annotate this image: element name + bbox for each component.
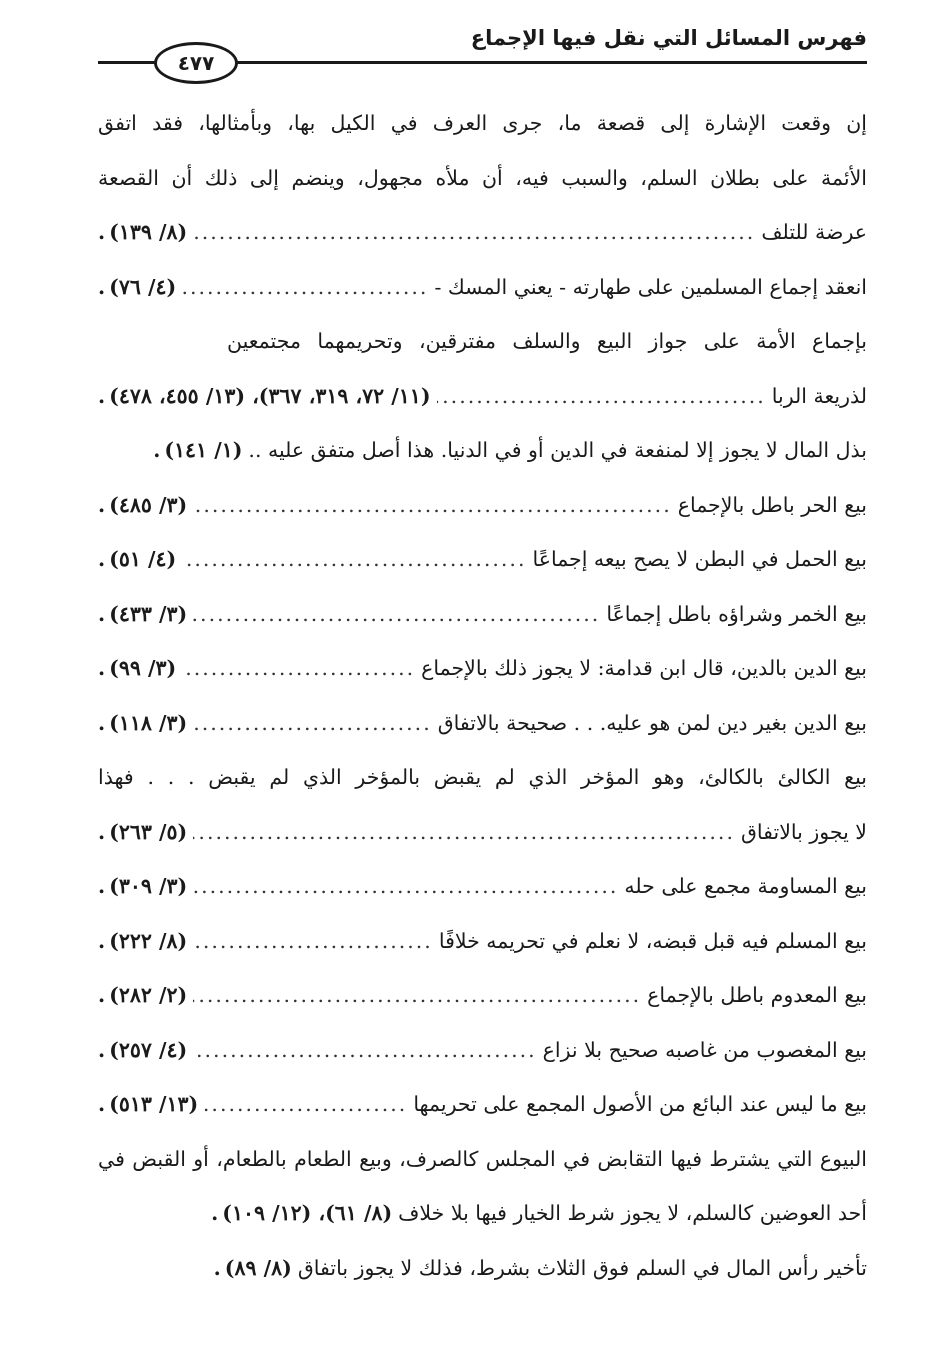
- entry-line: [98, 587, 867, 642]
- entry-text: انعقد إجماع المسلمين على طهارته - يعني المسك -: [434, 274, 867, 299]
- entry-text: الأئمة على بطلان السلم، والسبب فيه، أن ملأه مجهول، وينضم إلى ذلك أن القصعة: [98, 165, 867, 190]
- volume-page-reference: (٢/ ٢٨٢): [109, 983, 188, 1007]
- entry-line: [98, 1077, 867, 1132]
- dot-leader: [182, 532, 526, 587]
- entry-line: [98, 696, 867, 751]
- entry-text: عرضة للتلف: [761, 220, 867, 244]
- entry-terminator: .: [153, 438, 161, 462]
- entry-line: [98, 260, 867, 315]
- running-title: فهرس المسائل التي نقل فيها الإجماع: [470, 26, 867, 50]
- entry-line: [98, 1186, 867, 1241]
- entry-line: [98, 750, 867, 805]
- entry-terminator: .: [98, 274, 106, 299]
- dot-leader: [182, 260, 428, 315]
- entry-text: بيع الكالئ بالكالئ، وهو المؤخر الذي لم يقبض بالمؤخر الذي لم يقبض . . . فهذا: [98, 765, 867, 789]
- volume-page-reference: (٤/ ٥١): [109, 547, 177, 571]
- entry-line: [98, 968, 867, 1023]
- volume-page-reference: (٥/ ٢٦٣): [109, 819, 188, 844]
- entry-line: [98, 423, 867, 478]
- entry-terminator: .: [98, 220, 106, 244]
- entry-line: [98, 914, 867, 969]
- entry-text: بيع المعدوم باطل بالإجماع: [647, 983, 867, 1007]
- volume-page-reference: (٣/ ٤٨٥): [109, 492, 188, 517]
- volume-page-reference: (٨/ ٦١)، (١٢/ ١٠٩): [222, 1201, 393, 1225]
- volume-page-reference: (٨/ ٢٢٢): [109, 928, 188, 953]
- entry-text: تأخير رأس المال في السلم فوق الثلاث بشرط، فذلك لا يجوز باتفاق: [297, 1255, 867, 1280]
- entry-text: بيع ما ليس عند البائع من الأصول المجمع على تحريمها: [413, 1092, 867, 1116]
- entry-terminator: .: [213, 1255, 221, 1280]
- dot-leader: [193, 478, 671, 533]
- dot-leader: [204, 1077, 407, 1132]
- index-entries: [98, 96, 867, 1314]
- entry-line: [98, 1241, 867, 1296]
- dot-leader: [193, 968, 641, 1023]
- entry-line: [98, 151, 867, 206]
- page-number: ٤٧٧: [154, 42, 238, 84]
- entry-line: [98, 96, 867, 151]
- dot-leader: [193, 696, 431, 751]
- entry-terminator: .: [98, 1037, 106, 1062]
- entry-text: بيع الحر باطل بالإجماع: [677, 492, 867, 517]
- entry-line: [98, 205, 867, 260]
- entry-text: إن وقعت الإشارة إلى قصعة ما، جرى العرف في الكيل بها، وبأمثالها، فقد اتفق: [98, 111, 867, 135]
- entry-line: [98, 805, 867, 860]
- entry-text: بيع الدين بغير دين لمن هو عليه. . . صحيحة بالاتفاق: [437, 710, 867, 735]
- volume-page-reference: (٣/ ١١٨): [109, 710, 188, 735]
- page-header: [98, 20, 867, 80]
- entry-terminator: .: [98, 492, 106, 517]
- entry-text: بيع المغصوب من غاصبه صحيح بلا نزاع: [542, 1037, 867, 1062]
- volume-page-reference: (٨/ ١٣٩): [109, 220, 188, 244]
- entry-line: [98, 641, 867, 696]
- entry-text: بيع المساومة مجمع على حله: [624, 874, 867, 898]
- entry-terminator: .: [98, 601, 106, 626]
- volume-page-reference: (١١/ ٧٢، ٣١٩، ٣٦٧)، (١٣/ ٤٥٥، ٤٧٨): [109, 383, 431, 408]
- entry-terminator: .: [98, 1092, 106, 1116]
- volume-page-reference: (٤/ ٧٦): [109, 274, 177, 299]
- dot-leader: [193, 805, 735, 860]
- dot-leader: [193, 205, 755, 260]
- entry-text: أحد العوضين كالسلم، لا يجوز شرط الخيار فيها بلا خلاف: [398, 1201, 867, 1225]
- dot-leader: [182, 641, 415, 696]
- entry-line: [98, 314, 867, 369]
- entry-terminator: .: [98, 819, 106, 844]
- dot-leader: [193, 859, 618, 914]
- volume-page-reference: (٤/ ٢٥٧): [109, 1037, 188, 1062]
- dot-leader: [193, 587, 600, 642]
- volume-page-reference: (٣/ ٣٠٩): [109, 874, 188, 898]
- entry-terminator: .: [98, 983, 106, 1007]
- entry-terminator: .: [98, 874, 106, 898]
- entry-terminator: .: [98, 547, 106, 571]
- entry-text: بيع المسلم فيه قبل قبضه، لا نعلم في تحريمه خلافًا: [438, 928, 867, 953]
- entry-text: لذريعة الربا: [771, 383, 867, 408]
- entry-terminator: .: [98, 656, 106, 680]
- volume-page-reference: (١٣/ ٥١٣): [109, 1092, 199, 1116]
- entry-text: لا يجوز بالاتفاق: [740, 819, 867, 844]
- entry-text: البيوع التي يشترط فيها التقابض في المجلس كالصرف، وبيع الطعام بالطعام، أو القبض في: [98, 1146, 867, 1171]
- entry-line: [98, 1023, 867, 1078]
- entry-line: [98, 369, 867, 424]
- entry-terminator: .: [211, 1201, 219, 1225]
- dot-leader: [193, 1023, 536, 1078]
- entry-text: بيع الدين بالدين، قال ابن قدامة: لا يجوز ذلك بالإجماع: [421, 656, 867, 680]
- entry-terminator: .: [98, 710, 106, 735]
- volume-page-reference: (٨/ ٨٩): [224, 1255, 292, 1280]
- entry-terminator: .: [98, 383, 106, 408]
- entry-line: [98, 859, 867, 914]
- volume-page-reference: (١/ ١٤١): [164, 438, 243, 462]
- entry-line: [98, 1132, 867, 1187]
- entry-line: [98, 532, 867, 587]
- entry-text: بيع الخمر وشراؤه باطل إجماعًا: [606, 601, 867, 626]
- dot-leader: [437, 369, 766, 424]
- volume-page-reference: (٣/ ٩٩): [109, 656, 177, 680]
- entry-line: [98, 478, 867, 533]
- entry-text: بذل المال لا يجوز إلا لمنفعة في الدين أو في الدنيا. هذا أصل متفق عليه ..: [248, 438, 867, 462]
- dot-leader: [193, 914, 433, 969]
- entry-text: بيع الحمل في البطن لا يصح بيعه إجماعًا: [532, 547, 867, 571]
- entry-text: بإجماع الأمة على جواز البيع والسلف مفترقين، وتحريمهما مجتمعين: [227, 329, 867, 353]
- entry-terminator: .: [98, 928, 106, 953]
- volume-page-reference: (٣/ ٤٣٣): [109, 601, 188, 626]
